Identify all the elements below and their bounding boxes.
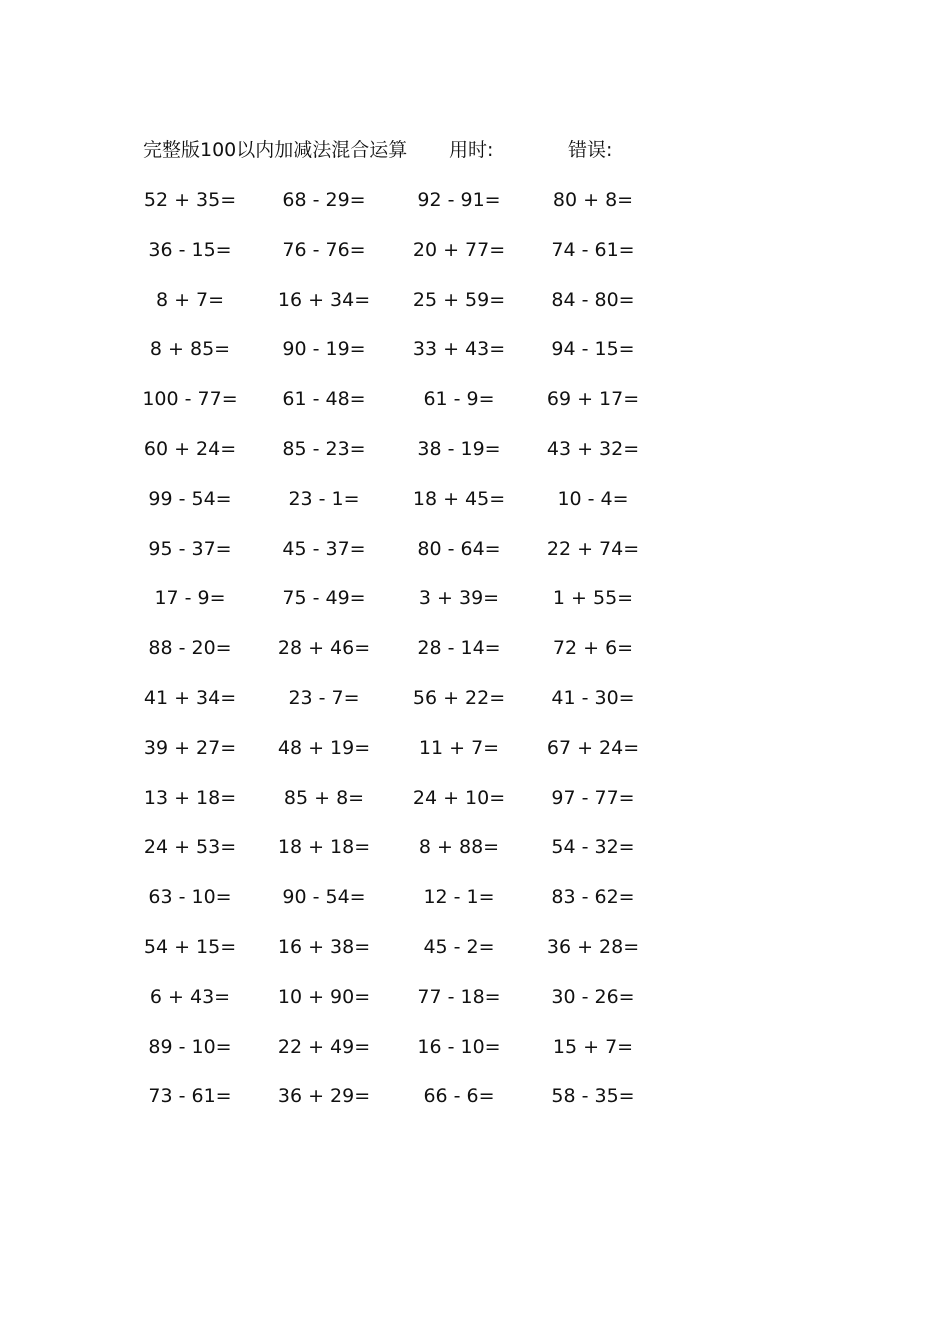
- math-problem: 48 + 19=: [277, 736, 371, 759]
- math-problem: 10 + 90=: [277, 985, 371, 1008]
- problem-row: [0, 982, 950, 1032]
- problem-row: [0, 932, 950, 982]
- math-problem: 80 - 64=: [417, 537, 501, 560]
- math-problem: 22 + 49=: [277, 1035, 371, 1058]
- math-problem: 58 - 35=: [551, 1085, 635, 1108]
- math-problem: 38 - 19=: [417, 437, 501, 460]
- math-problem: 8 + 88=: [418, 836, 500, 859]
- math-problem: 84 - 80=: [551, 288, 635, 311]
- math-problem: 68 - 29=: [282, 189, 366, 211]
- math-problem: 54 + 15=: [143, 935, 237, 958]
- math-problem: 39 + 27=: [143, 736, 237, 759]
- problem-row: [0, 235, 950, 285]
- math-problem: 30 - 26=: [551, 985, 635, 1008]
- math-problem: 52 + 35=: [143, 189, 237, 211]
- problem-row: [0, 484, 950, 534]
- math-problem: 56 + 22=: [412, 686, 506, 709]
- math-problem: 33 + 43=: [412, 338, 506, 361]
- math-problem: 99 - 54=: [148, 487, 232, 510]
- math-problem: 66 - 6=: [423, 1085, 495, 1108]
- math-problem: 18 + 45=: [412, 487, 506, 510]
- math-problem: 61 - 9=: [423, 388, 495, 411]
- math-problem: 73 - 61=: [148, 1085, 232, 1108]
- math-problem: 11 + 7=: [418, 736, 500, 759]
- math-problem: 1 + 55=: [552, 587, 634, 610]
- math-problem: 89 - 10=: [148, 1035, 232, 1058]
- math-problem: 28 + 46=: [277, 637, 371, 660]
- math-problem: 36 - 15=: [148, 238, 232, 261]
- problem-row: [0, 434, 950, 484]
- math-problem: 92 - 91=: [417, 189, 501, 211]
- math-problem: 60 + 24=: [143, 437, 237, 460]
- math-problem: 41 + 34=: [143, 686, 237, 709]
- error-label: 错误:: [568, 139, 613, 161]
- math-problem: 3 + 39=: [418, 587, 500, 610]
- math-problem: 20 + 77=: [412, 238, 506, 261]
- problem-row: [0, 334, 950, 384]
- math-problem: 28 - 14=: [417, 637, 501, 660]
- math-problem: 36 + 28=: [546, 935, 640, 958]
- math-problem: 18 + 18=: [277, 836, 371, 859]
- math-problem: 80 + 8=: [552, 189, 634, 211]
- problem-row: [0, 534, 950, 584]
- problem-row: [0, 832, 950, 882]
- worksheet-header: [143, 136, 663, 164]
- math-problem: 8 + 85=: [149, 338, 231, 361]
- math-problem: 67 + 24=: [546, 736, 640, 759]
- problem-row: [0, 583, 950, 633]
- math-problem: 16 - 10=: [417, 1035, 501, 1058]
- math-problem: 23 - 1=: [288, 487, 360, 510]
- math-problem: 16 + 34=: [277, 288, 371, 311]
- page-title: 完整版100以内加减法混合运算: [143, 139, 408, 161]
- math-problem: 10 - 4=: [557, 487, 629, 510]
- math-problem: 24 + 10=: [412, 786, 506, 809]
- math-problem: 36 + 29=: [277, 1085, 371, 1108]
- math-problem: 90 - 19=: [282, 338, 366, 361]
- math-problem: 12 - 1=: [423, 886, 495, 909]
- math-problem: 83 - 62=: [551, 886, 635, 909]
- math-problem: 6 + 43=: [149, 985, 231, 1008]
- problem-row: [0, 882, 950, 932]
- math-problem: 8 + 7=: [155, 288, 225, 311]
- math-problem: 74 - 61=: [551, 238, 635, 261]
- math-problem: 75 - 49=: [282, 587, 366, 610]
- problem-row: [0, 683, 950, 733]
- math-problem: 88 - 20=: [148, 637, 232, 660]
- problem-grid: [0, 185, 950, 1131]
- math-problem: 24 + 53=: [143, 836, 237, 859]
- math-problem: 15 + 7=: [552, 1035, 634, 1058]
- time-label: 用时:: [449, 139, 494, 161]
- math-problem: 72 + 6=: [552, 637, 634, 660]
- problem-row: [0, 1032, 950, 1082]
- math-problem: 85 + 8=: [283, 786, 365, 809]
- problem-row: [0, 384, 950, 434]
- math-problem: 95 - 37=: [148, 537, 232, 560]
- math-problem: 17 - 9=: [154, 587, 226, 610]
- math-problem: 43 + 32=: [546, 437, 640, 460]
- math-problem: 23 - 7=: [288, 686, 360, 709]
- math-problem: 63 - 10=: [148, 886, 232, 909]
- math-problem: 61 - 48=: [282, 388, 366, 411]
- math-problem: 77 - 18=: [417, 985, 501, 1008]
- problem-row: [0, 1081, 950, 1131]
- math-problem: 13 + 18=: [143, 786, 237, 809]
- problem-row: [0, 185, 950, 235]
- math-problem: 16 + 38=: [277, 935, 371, 958]
- math-problem: 22 + 74=: [546, 537, 640, 560]
- math-problem: 54 - 32=: [551, 836, 635, 859]
- problem-row: [0, 633, 950, 683]
- math-problem: 69 + 17=: [546, 388, 640, 411]
- math-problem: 45 - 2=: [423, 935, 495, 958]
- problem-row: [0, 783, 950, 833]
- math-problem: 76 - 76=: [282, 238, 366, 261]
- math-problem: 45 - 37=: [282, 537, 366, 560]
- math-problem: 85 - 23=: [282, 437, 366, 460]
- math-problem: 90 - 54=: [282, 886, 366, 909]
- math-problem: 41 - 30=: [551, 686, 635, 709]
- problem-row: [0, 285, 950, 335]
- math-problem: 94 - 15=: [551, 338, 635, 361]
- problem-row: [0, 733, 950, 783]
- math-problem: 100 - 77=: [142, 388, 238, 411]
- math-problem: 25 + 59=: [412, 288, 506, 311]
- math-problem: 97 - 77=: [551, 786, 635, 809]
